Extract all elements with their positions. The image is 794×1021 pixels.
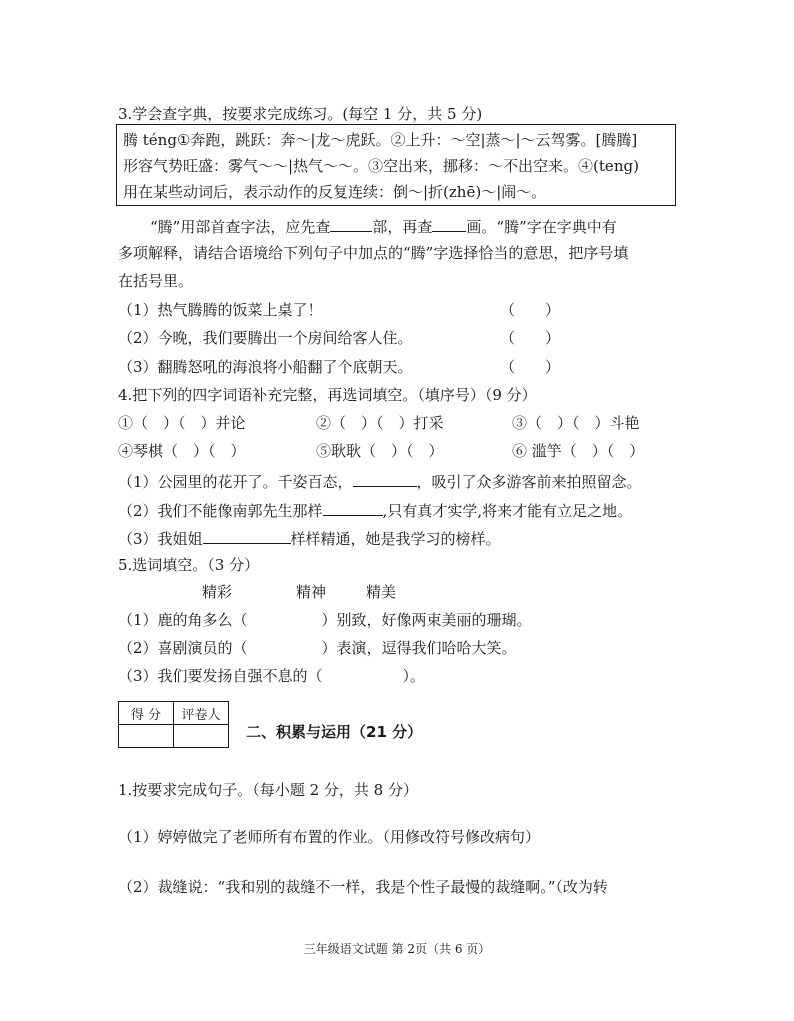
dict-line-2: 形容气势旺盛：雾气～～|热气～～。③空出来，挪移：～不出空来。④(teng) <box>123 157 639 175</box>
q4-s3-blank[interactable] <box>203 527 291 544</box>
section-2-title: 二、积累与运用（21 分） <box>246 723 423 741</box>
score-cell[interactable] <box>119 725 174 748</box>
q4-s1-part-a: （1）公园里的花开了。千姿百态， <box>118 473 353 491</box>
q5-s2-part-a: （2）喜剧演员的（ <box>118 639 248 657</box>
q3-para-part-c: 画。“腾”字在字典中有 <box>466 218 617 236</box>
q4-s3-part-b: 样样精通，她是我学习的榜样。 <box>290 530 501 548</box>
q5-s1-part-a: （1）鹿的角多么（ <box>118 611 248 629</box>
radical-blank[interactable] <box>330 215 372 232</box>
q4-s2-part-a: （2）我们不能像南郭先生那样 <box>118 502 323 520</box>
q5-title: 5.选词填空。（3 分） <box>118 556 260 574</box>
q4-idiom-6[interactable]: ⑥ 滥竽（ ）（ ） <box>512 442 645 460</box>
q4-sentence-2 <box>118 499 632 521</box>
q5-sentence-3 <box>118 666 425 686</box>
q5-s2-part-b: ）表演，逗得我们哈哈大笑。 <box>321 639 517 657</box>
q3-paragraph-line-3: 在括号里。 <box>118 272 194 290</box>
q3-paragraph-line-1 <box>150 215 617 237</box>
score-table <box>118 701 229 748</box>
q4-idiom-4[interactable]: ④琴棋（ ）（ ） <box>118 442 246 460</box>
q4-sentence-3 <box>118 527 501 549</box>
q4-idiom-1[interactable]: ①（ ）（ ）并论 <box>118 414 246 432</box>
q5-word-1: 精彩 <box>202 583 233 601</box>
q4-s2-blank[interactable] <box>323 499 383 516</box>
dictionary-entry-box <box>116 124 676 206</box>
dict-line-1: 腾 téng①奔跑，跳跃：奔～|龙～虎跃。②上升：～空|蒸～|～云驾雾。[腾腾] <box>123 131 638 149</box>
q5-word-3: 精美 <box>366 583 397 601</box>
stroke-count-blank[interactable] <box>432 215 466 232</box>
score-header: 得 分 <box>119 702 174 725</box>
q4-s3-part-a: （3）我姐姐 <box>118 530 203 548</box>
q4-s1-part-b: ，吸引了众多游客前来拍照留念。 <box>416 473 642 491</box>
q5-sentence-1 <box>118 610 532 630</box>
q4-s2-part-b: ,只有真才实学,将来才能有立足之地。 <box>382 502 633 520</box>
q3-para-part-a: “腾”用部首查字法，应先查 <box>150 218 331 236</box>
q3-title: 3.学会查字典，按要求完成练习。(每空 1 分，共 5 分) <box>118 105 483 123</box>
q4-s1-blank[interactable] <box>353 470 417 487</box>
q4-idiom-2[interactable]: ②（ ）（ ）打采 <box>316 414 444 432</box>
q3-para-part-b: 部，再查 <box>372 218 433 236</box>
q3-answer-paren-1[interactable]: （ ） <box>500 301 561 319</box>
page-footer: 三年级语文试题 第 2页（共 6 页） <box>303 942 491 956</box>
grader-header: 评卷人 <box>174 702 229 725</box>
q5-sentence-2 <box>118 638 517 658</box>
grader-cell[interactable] <box>174 725 229 748</box>
q4-title: 4.把下列的四字词语补充完整，再选词填空。（填序号）（9 分） <box>118 386 537 404</box>
q5-word-2: 精神 <box>296 583 327 601</box>
q3-answer-paren-2[interactable]: （ ） <box>500 329 561 347</box>
q4-idiom-3[interactable]: ③（ ）（ ）斗艳 <box>512 414 640 432</box>
q5-s3-part-b: ）。 <box>402 667 426 685</box>
s2-q1-sentence-2: （2）裁缝说：“我和别的裁缝不一样，我是个性子最慢的裁缝啊。”（改为转 <box>118 878 608 896</box>
q3-paragraph-line-2: 多项解释，请结合语境给下列句子中加点的“腾”字选择恰当的意思，把序号填 <box>118 244 629 262</box>
s2-q1-title: 1.按要求完成句子。（每小题 2 分，共 8 分） <box>118 781 418 799</box>
q3-answer-paren-3[interactable]: （ ） <box>500 358 561 376</box>
q3-item-3: （3）翻腾怒吼的海浪将小船翻了个底朝天。 <box>118 358 413 376</box>
s2-q1-sentence-1: （1）婷婷做完了老师所有布置的作业。（用修改符号修改病句） <box>118 828 541 846</box>
q5-s3-part-a: （3）我们要发扬自强不息的（ <box>118 667 323 685</box>
q4-idiom-5[interactable]: ⑤耿耿（ ）（ ） <box>316 442 444 460</box>
dict-line-3: 用在某些动词后，表示动作的反复连续：倒～|折(zhē)～|闹～。 <box>123 183 547 201</box>
q5-s1-part-b: ）别致，好像两束美丽的珊瑚。 <box>321 611 532 629</box>
q3-item-2: （2）今晚，我们要腾出一个房间给客人住。 <box>118 329 413 347</box>
q3-item-1: （1）热气腾腾的饭菜上桌了！ <box>118 301 323 319</box>
q4-sentence-1 <box>118 470 642 492</box>
